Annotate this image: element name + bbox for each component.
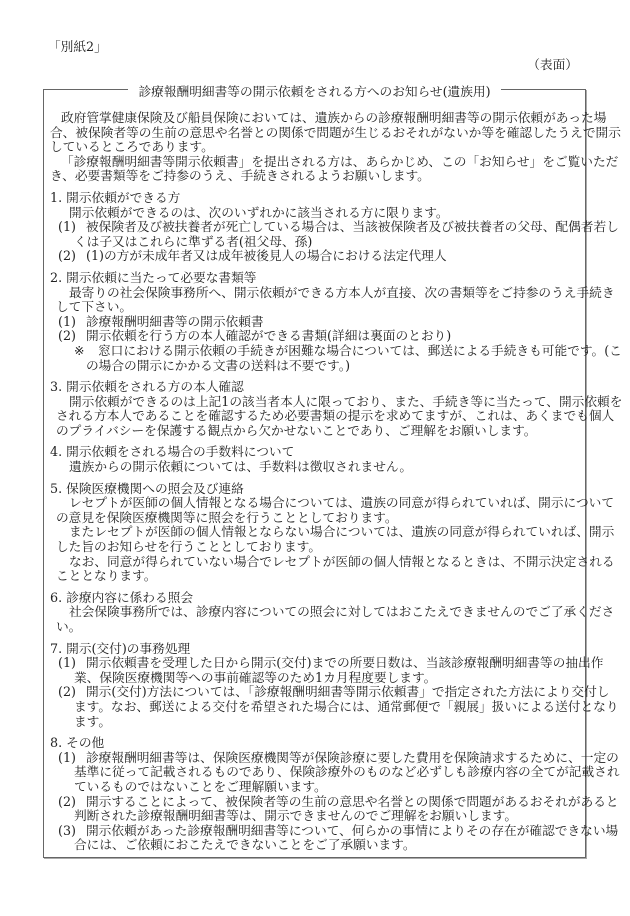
- notice-box: [43, 84, 623, 858]
- list-item: [50, 329, 581, 344]
- paragraph: [50, 495, 615, 525]
- text-line: [50, 408, 615, 424]
- text-line: [50, 780, 581, 795]
- text-line-text: 開示依頼ができるのは上記1の該当者本人に限っており、また、手続き等に当たって、開示依頼を: [69, 393, 623, 409]
- text-line: [50, 393, 623, 410]
- list-item: [50, 249, 581, 264]
- section-heading-text: 8. その他: [50, 735, 105, 751]
- section-heading: [50, 591, 581, 606]
- section-heading-text: 4. 開示依頼をされる場合の手数料について: [50, 444, 295, 460]
- intro-paragraph: [50, 153, 619, 184]
- section-heading: [50, 642, 581, 657]
- text-line-text: 基準に従って記載されるものであり、保険診療外のものなど必ずしも診療内容の全てが記載され: [74, 764, 620, 780]
- paragraph: [50, 206, 581, 221]
- text-line: [50, 342, 622, 359]
- text-line-text: なお、同意が得られていない場合でレセプトが医師の個人情報となるときは、不開示決定される: [69, 553, 615, 569]
- text-line-text: こととなります。: [56, 568, 157, 584]
- text-line-text: 開示依頼を行う方の本人確認ができる書類(詳細は裏面のとおり): [86, 328, 452, 344]
- list-item: [50, 793, 619, 824]
- annex-label: 「別紙2」: [48, 39, 107, 54]
- text-line: [50, 793, 619, 810]
- text-line: [50, 511, 581, 526]
- text-line-text: 診療報酬明細書等の開示依頼書: [86, 313, 264, 329]
- item-marker: (1): [58, 655, 76, 671]
- notice-title-text: 診療報酬明細書等の開示依頼をされる方へのお知らせ(遺族用): [128, 84, 500, 99]
- section-8: [50, 735, 620, 853]
- section-1: [50, 189, 619, 264]
- text-line: [50, 553, 615, 570]
- item-marker: (2): [58, 684, 76, 700]
- text-line-text: 開示依頼があった診療報酬明細書等について、何らかの事情によりその存在が確認できない場: [86, 822, 619, 838]
- text-line: [50, 715, 581, 730]
- text-line-text: 遺族からの開示依頼については、手数料は徴収されません。: [69, 459, 413, 475]
- text-line-text: またレセプトが医師の個人情報とならない場合については、遺族の同意が得られていれば、開示: [69, 524, 615, 540]
- text-line: [50, 124, 621, 141]
- text-line: [50, 460, 581, 475]
- text-line: [50, 809, 581, 824]
- text-line-text: 合には、ご依頼におこたえできないことをご了承願います。: [74, 837, 416, 853]
- list-item: [50, 822, 619, 853]
- paragraph: [50, 604, 615, 634]
- text-line: [50, 604, 615, 620]
- item-marker: (3): [58, 822, 76, 838]
- text-line-text: くは子又はこれらに準ずる者(祖父母、孫): [74, 233, 313, 249]
- item-marker: (2): [58, 793, 76, 809]
- text-line: [50, 764, 620, 780]
- section-heading-text: 2. 開示依頼に当たって必要な書類等: [50, 269, 257, 285]
- text-line: [50, 249, 581, 264]
- text-line-text: の場合の開示にかかる文書の送料は不要です。): [86, 357, 351, 373]
- section-7: [50, 640, 619, 730]
- text-line: [50, 219, 619, 235]
- text-line-text: の意見を保険医療機関等に照会を行うこととしております。: [56, 509, 398, 525]
- text-line: [50, 329, 581, 344]
- section-3: [50, 379, 623, 438]
- text-line: [50, 684, 610, 700]
- text-line: [50, 284, 615, 301]
- text-line: [50, 300, 581, 315]
- text-line-text: 開示(交付)方法については、「診療報酬明細書等開示依頼書」で指定された方法により交付し: [86, 684, 610, 700]
- text-line: [50, 110, 607, 126]
- text-line: [50, 671, 581, 686]
- text-line: [50, 235, 581, 250]
- text-line-text: き、必要書類等をご持参のうえ、手続きされるようお願いします。: [50, 168, 430, 184]
- section-heading-text: 6. 診療内容に係わる照会: [50, 589, 194, 605]
- text-line: [50, 838, 581, 853]
- text-line-text: レセプトが医師の個人情報となる場合については、遺族の同意が得られていれば、開示について: [69, 495, 615, 511]
- text-line: [50, 140, 581, 155]
- text-line-text: 開示依頼ができるのは、次のいずれかに該当される方に限ります。: [69, 204, 449, 220]
- text-line-text: 窓口における開示依頼の手続きが困難な場合については、郵送による手続きも可能です。(こ: [98, 342, 622, 358]
- text-line-text: 社会保険事務所では、診療内容についての照会に対してはおこたえできませんのでご了承くださ: [69, 604, 615, 620]
- text-line-text: 開示することによって、被保険者等の生前の意思や名誉との関係で問題があるおそれがあると: [86, 793, 619, 809]
- text-line-text: 合、被保険者等の生前の意思や名誉との関係で問題が生じるおそれがないか等を確認したうえで開示: [50, 124, 621, 140]
- text-line: [50, 620, 581, 635]
- notice-content: [50, 110, 623, 853]
- section-6: [50, 589, 615, 635]
- text-line-text: ます。: [74, 713, 112, 729]
- list-item: [50, 684, 619, 729]
- paragraph: [50, 284, 615, 315]
- text-line: [50, 359, 581, 374]
- section-2: [50, 269, 622, 373]
- section-heading-text: 3. 開示依頼をされる方の本人確認: [50, 379, 244, 395]
- text-line: [50, 822, 619, 839]
- text-line-text: 判断された診療報酬明細書等は、開示できませんのでご理解をお願いします。: [74, 808, 518, 824]
- text-line-text: 開示依頼書を受理した日から開示(交付)までの所要日数は、当該診療報酬明細書等の抽出作: [86, 655, 604, 671]
- text-line: [50, 540, 581, 555]
- item-marker: (1): [58, 749, 76, 765]
- text-line-text: した旨のお知らせを行うこととしております。: [56, 539, 322, 555]
- text-line-text: 診療報酬明細書等は、保険医療機関等が保険診療に要した費用を保険請求するために、一定の: [86, 749, 619, 765]
- section-5: [50, 480, 615, 584]
- section-heading: [50, 482, 581, 497]
- text-line-text: のプライバシーを保護する観点から欠かせないことであり、ご理解をお願いします。: [56, 422, 537, 438]
- notice-title: [44, 81, 585, 100]
- text-line: [50, 524, 615, 540]
- text-line-text: 被保険者及び被扶養者が死亡している場合は、当該被保険者及び被扶養者の父母、配偶者若し: [86, 219, 619, 235]
- text-line: [50, 169, 581, 184]
- text-line-text: い。: [56, 619, 82, 634]
- text-line-text: ているものではないことをご理解願います。: [74, 778, 327, 794]
- text-line: [50, 315, 581, 330]
- item-marker: (1): [58, 219, 76, 235]
- paragraph: [50, 553, 615, 584]
- text-line-text: しているところであります。: [50, 139, 214, 155]
- paragraph: [50, 524, 615, 555]
- text-line: [50, 206, 581, 221]
- text-line-text: 政府管掌健康保険及び船員保険においては、遺族からの診療報酬明細書等の開示依頼があった場: [61, 110, 607, 125]
- text-line-text: (1)の方が未成年者又は成年被後見人の場合における法定代理人: [86, 248, 447, 264]
- side-label: （表面）: [527, 57, 578, 72]
- list-item: [50, 655, 604, 685]
- section-heading: [50, 445, 581, 460]
- paragraph: [50, 460, 581, 475]
- text-line: [50, 655, 604, 671]
- list-item: [50, 219, 619, 249]
- text-line: [50, 495, 615, 511]
- text-line: [50, 569, 581, 584]
- text-line-text: 最寄りの社会保険事務所へ、開示依頼ができる方本人が直接、次の書類等をご持参のうえ手続き: [69, 284, 615, 300]
- section-4: [50, 445, 581, 474]
- list-item: [50, 315, 581, 330]
- item-marker: (2): [58, 328, 76, 344]
- item-marker: (2): [58, 248, 76, 264]
- note-marker: ※: [74, 342, 85, 358]
- item-marker: (1): [58, 313, 76, 329]
- text-line: [50, 424, 581, 439]
- section-heading-text: 1. 開示依頼ができる方: [50, 189, 181, 205]
- section-heading: [50, 271, 581, 286]
- paragraph: [50, 393, 623, 439]
- text-line: [50, 749, 619, 766]
- section-heading-text: 5. 保険医療機関への照会及び連絡: [50, 480, 244, 496]
- text-line: [50, 698, 619, 715]
- section-heading: [50, 380, 581, 395]
- intro-paragraph: [50, 110, 621, 155]
- section-heading-text: 7. 開示(交付)の事務処理: [50, 640, 191, 656]
- text-line-text: ます。なお、郵送による交付を希望された場合には、通常郵便で「親展」扱いによる送付となり: [74, 698, 619, 714]
- list-item: [50, 749, 620, 795]
- text-line-text: 業、保険医療機関等への事前確認等のため1カ月程度要します。: [74, 669, 437, 685]
- note: [50, 342, 622, 373]
- text-line-text: される方本人であることを確認するため必要書類の提示を求めてますが、これは、あくまでも個人: [56, 408, 615, 424]
- text-line-text: して下さい。: [56, 299, 133, 315]
- text-line-text: 「診療報酬明細書等開示依頼書」を提出される方は、あらかじめ、この「お知らせ」をご覧いただ: [61, 153, 619, 169]
- text-line: [50, 153, 619, 170]
- section-heading: [50, 736, 581, 751]
- section-heading: [50, 191, 581, 206]
